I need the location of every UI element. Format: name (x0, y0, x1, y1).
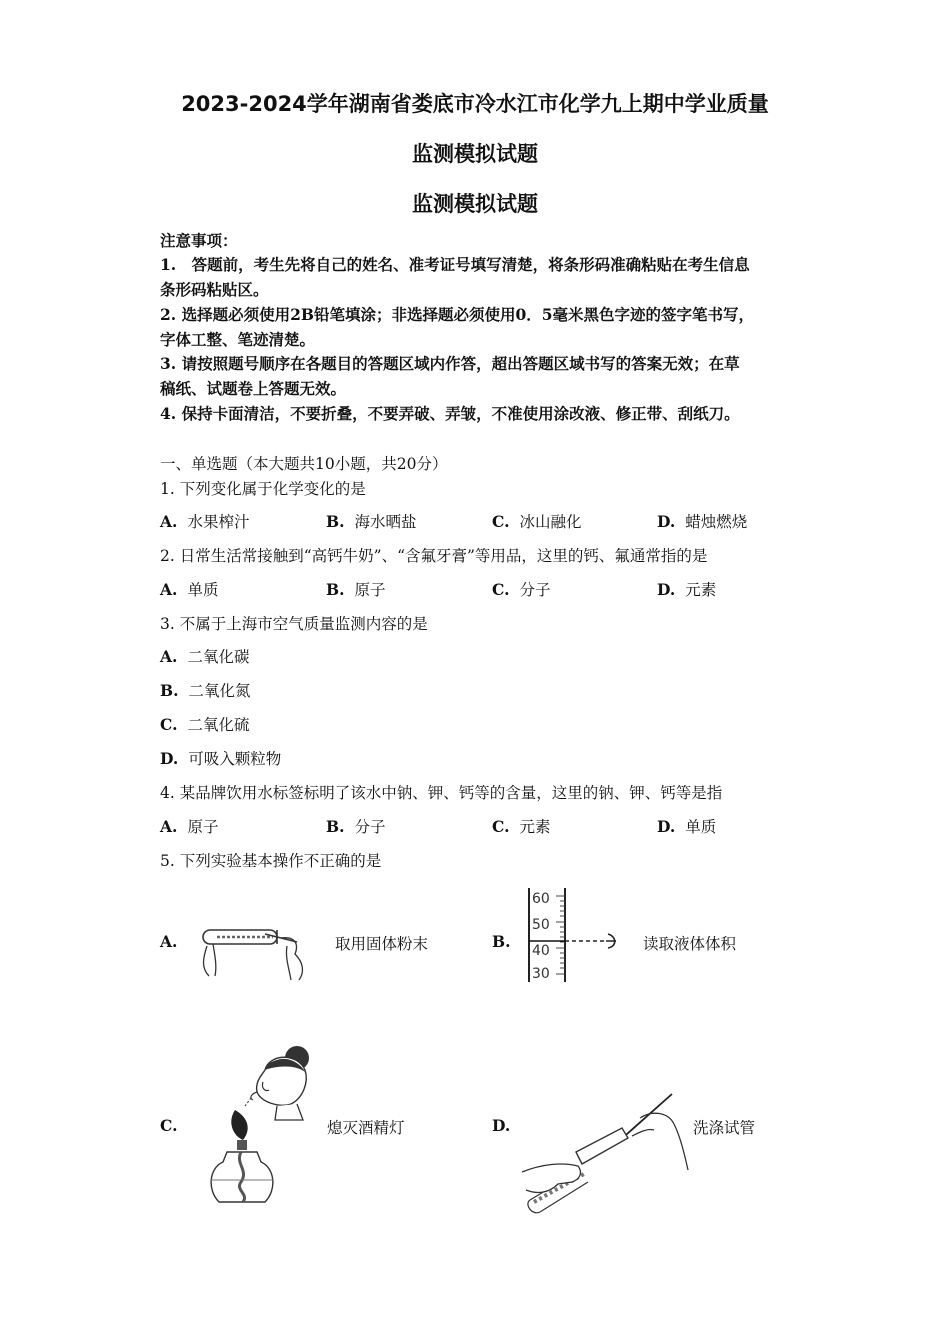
option-a: A. 二氧化碳 (160, 647, 250, 666)
option-b: B. 分子 (326, 817, 386, 836)
option-d: D. 元素 (657, 580, 717, 599)
option-b: B. 二氧化氮 (160, 681, 251, 700)
notice-line: 稿纸、试题卷上答题无效。 (160, 379, 347, 398)
question-stem: 5. 下列实验基本操作不正确的是 (160, 852, 382, 870)
option-d-caption: 洗涤试管 (693, 1119, 756, 1137)
option-d-letter: D. (492, 1116, 511, 1135)
scale-label-40: 40 (532, 943, 550, 959)
question-stem: 3. 不属于上海市空气质量监测内容的是 (160, 615, 428, 633)
scale-label-60: 60 (532, 891, 550, 907)
section-heading: 一、单选题（本大题共10小题，共20分） (160, 455, 448, 473)
notice-line: 4. 保持卡面清洁，不要折叠，不要弄破、弄皱，不准使用涂改液、修正带、刮纸刀。 (160, 404, 740, 423)
notice-line: 条形码粘贴区。 (160, 280, 269, 299)
option-a: A. 水果榨汁 (160, 512, 250, 531)
option-b-letter: B. (492, 932, 511, 951)
option-d: D. 单质 (657, 817, 717, 836)
option-a-caption: 取用固体粉末 (335, 935, 429, 953)
option-b: B. 海水晒盐 (326, 512, 417, 531)
option-c: C. 元素 (492, 817, 551, 836)
notice-line: 3. 请按照题号顺序在各题目的答题区域内作答，超出答题区域书写的答案无效；在草 (160, 354, 740, 373)
title-line-3: 监测模拟试题 (412, 192, 538, 216)
option-b-caption: 读取液体体积 (643, 935, 737, 953)
graduated-cylinder-illustration (520, 884, 630, 986)
scale-label-30: 30 (532, 966, 550, 982)
question-stem: 1. 下列变化属于化学变化的是 (160, 480, 366, 498)
title-line-1: 2023-2024学年湖南省娄底市冷水江市化学九上期中学业质量 (181, 92, 769, 116)
notice-line: 2. 选择题必须使用2B铅笔填涂；非选择题必须使用0．5毫米黑色字迹的签字笔书写， (160, 305, 755, 324)
option-c: C. 分子 (492, 580, 551, 599)
option-a: A. 原子 (160, 817, 219, 836)
option-c: C. 冰山融化 (492, 512, 582, 531)
notice-line: 1. 答题前，考生先将自己的姓名、准考证号填写清楚，将条形码准确粘贴在考生信息 (160, 255, 750, 274)
option-d: D. 可吸入颗粒物 (160, 749, 282, 768)
scale-label-50: 50 (532, 917, 550, 933)
notice-heading: 注意事项： (160, 231, 238, 250)
blowing-alcohol-lamp-illustration (205, 1040, 320, 1210)
title-line-2: 监测模拟试题 (412, 142, 538, 166)
notice-line: 字体工整、笔迹清楚。 (160, 330, 316, 349)
option-a-letter: A. (160, 932, 178, 951)
question-stem: 2. 日常生活常接触到“高钙牛奶”、“含氟牙膏”等用品，这里的钙、氟通常指的是 (160, 547, 708, 565)
test-tube-powder-illustration (195, 910, 315, 982)
option-d: D. 蜡烛燃烧 (657, 512, 748, 531)
option-c: C. 二氧化硫 (160, 715, 250, 734)
option-c-caption: 熄灭酒精灯 (327, 1119, 405, 1137)
option-b: B. 原子 (326, 580, 386, 599)
option-c-letter: C. (160, 1116, 178, 1135)
washing-test-tube-illustration (522, 1090, 690, 1215)
question-stem: 4. 某品牌饮用水标签标明了该水中钠、钾、钙等的含量，这里的钠、钾、钙等是指 (160, 784, 723, 802)
option-a: A. 单质 (160, 580, 219, 599)
